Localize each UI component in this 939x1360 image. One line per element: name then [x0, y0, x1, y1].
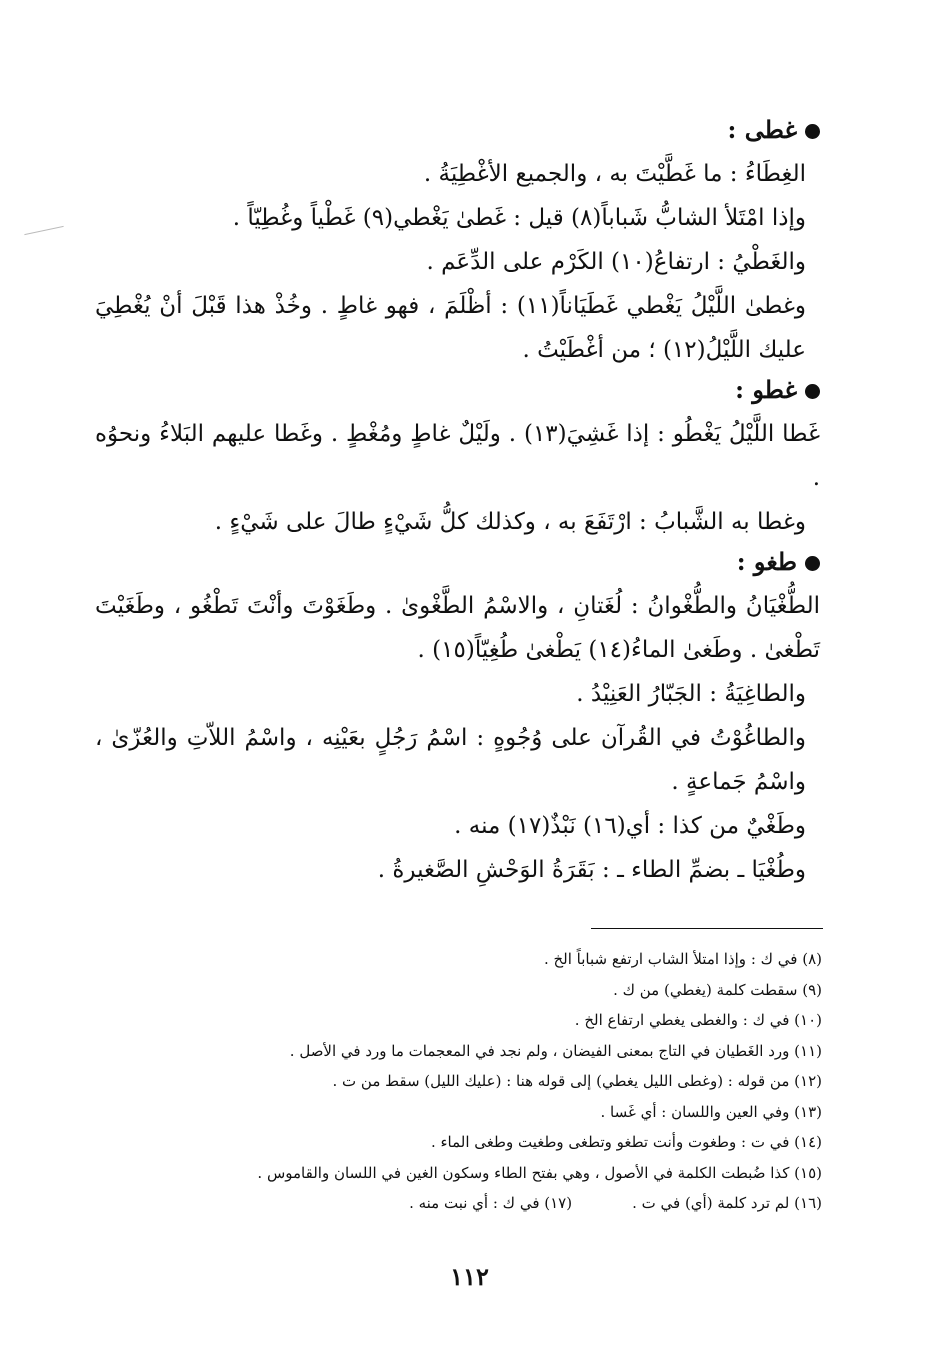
footnote: (١٠) في ك : والغطى يغطي ارتفاع الخ . — [574, 1011, 822, 1029]
footnote: (١١) ورد الغَطيان في التاج بمعنى الفيضان ، ولم نجد في المعجمات ما ورد في الأصل . — [289, 1041, 822, 1060]
paragraph: وطَغْيٌ من كذا : أي(١٦) نَبْذٌ(١٧) منه . — [454, 813, 806, 839]
paragraph: والطاغُوْتُ في القُرآن على وُجُوهٍ : اسْمُ رَجُلٍ بعَيْنِه ، واسْمُ اللاّتِ والعُزّىٰ ، واسْمُ جَماعةٍ . — [95, 725, 806, 795]
bullet-icon — [805, 124, 820, 139]
footnote: (١٤) في ت : وطغوت وأنت تطغو وتطغى وطغيت وطغى الماء . — [430, 1133, 822, 1151]
entry-heading-ghtay: غطى : — [95, 112, 820, 152]
paragraph: غَطا اللَّيْلُ يَغْطُو : إذا غَشِيَ(١٣) . ولَيْلٌ غاطٍ ومُغْطٍ . وغَطا عليهم البَلاءُ ونحوُه . — [95, 421, 820, 491]
footnote: (١٧) في ك : أي نبت منه . — [409, 1194, 573, 1212]
footnote: (٩) سقطت كلمة (يغطي) من ك . — [613, 980, 822, 999]
footnote: (١٦) لم ترد كلمة (أي) في ت . — [632, 1194, 822, 1212]
main-text — [95, 112, 820, 892]
paragraph: وغطىٰ اللَّيْلُ يَغْطي غَطَيَاناً(١١) : أظْلَمَ ، فهو غاطٍ . وخُذْ هذا قَبْلَ أنْ يُغْطِيَ عليك اللَّيْلُ(١٢) ؛ من أغْطَيْتُ . — [95, 293, 806, 363]
footnote: (١٢) من قوله : (وغطى الليل يغطي) إلى قوله هنا : (عليك الليل) سقط من ت . — [332, 1072, 822, 1090]
page-number: ١١٢ — [450, 1262, 489, 1291]
entry-heading-ghtw: غطو : — [95, 372, 820, 412]
entry-heading-tghw: طغو : — [95, 544, 820, 584]
paragraph: الغِطَاءُ : ما غَطَّيْتَ به ، والجميع الأغْطِيَةُ . — [423, 161, 806, 187]
footnote: (١٣) وفي العين واللسان : أي غَسا . — [600, 1102, 822, 1121]
footnote-divider — [591, 928, 823, 929]
scan-mark — [24, 226, 63, 235]
paragraph: وغطا به الشَّبابُ : ارْتَفَعَ به ، وكذلك كلُّ شَيْءٍ طالَ على شَيْءٍ . — [214, 509, 806, 535]
paragraph: الطُّغْيَانُ والطُّغْوانُ : لُغَتانِ ، والاسْمُ الطَّغْوىٰ . وطَغَوْتَ وأنْتَ تَطْغُو ، وطَغَيْتَ تَطْغىٰ . وطَغىٰ الماءُ(١٤) يَطْغىٰ طُغِيّاً(١٥) . — [95, 593, 820, 663]
paragraph: وإذا امْتَلأ الشابُّ شَباباً(٨) قيل : غَطىٰ يَغْطي(٩) غَطْياً وغُطِيّاً . — [232, 205, 806, 231]
footnote: (١٥) كذا ضُبطت الكلمة في الأصول ، وهي بفتح الطاء وسكون الغين في اللسان والقاموس . — [257, 1163, 822, 1182]
bullet-icon — [805, 384, 820, 399]
paragraph: والطاغِيَةُ : الجَبّارُ العَنِيْدُ . — [576, 681, 806, 707]
paragraph: وطُغْيَا ـ بضمِّ الطاء ـ : بَقَرَةُ الوَحْشِ الصَّغيرةُ . — [377, 857, 806, 883]
paragraph: والغَطْيُ : ارتفاعُ(١٠) الكَرْم على الدِّعَم . — [426, 249, 806, 275]
bullet-icon — [805, 556, 820, 571]
footnote: (٨) في ك : وإذا امتلأ الشاب ارتفع شباباً الخ . — [543, 950, 822, 968]
footnote-pair — [170, 1188, 822, 1219]
footnotes — [170, 944, 822, 1219]
